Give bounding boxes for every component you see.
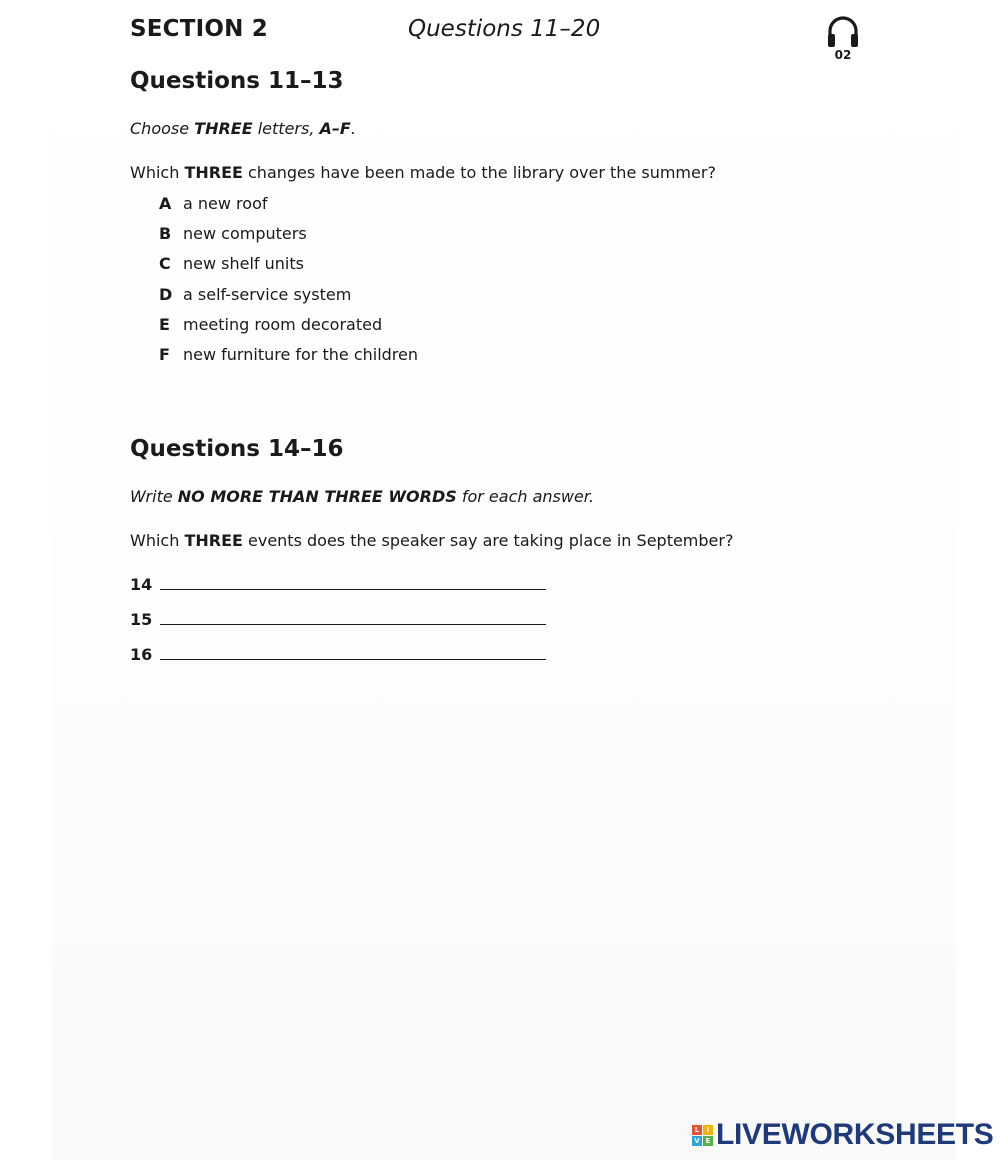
option-text: a new roof (183, 194, 268, 213)
part1-heading: Questions 11–13 (130, 68, 344, 94)
option-text: meeting room decorated (183, 315, 383, 334)
option-text: new furniture for the children (183, 345, 419, 364)
answer-number: 14 (130, 575, 153, 594)
option-letter: A (159, 194, 172, 213)
option-f[interactable] (159, 345, 418, 367)
part1-question: Which THREE changes have been made to the library over the summer? (130, 163, 716, 182)
answer-row-15 (130, 610, 546, 632)
brand-mark-l: L (692, 1125, 702, 1135)
option-text: new computers (183, 224, 307, 243)
brand-mark-i: I (703, 1125, 713, 1135)
section-label: SECTION 2 (130, 16, 269, 42)
brand-mark-v: V (692, 1136, 702, 1146)
answer-row-14 (130, 575, 546, 597)
option-letter: E (159, 315, 170, 334)
option-letter: C (159, 254, 171, 273)
answer-number: 16 (130, 645, 153, 664)
answer-blank[interactable] (160, 610, 546, 625)
option-text: new shelf units (183, 254, 304, 273)
option-letter: D (159, 285, 173, 304)
part1-instruction: Choose THREE letters, A–F. (130, 119, 356, 138)
brand-mark-e: E (703, 1136, 713, 1146)
answer-blank[interactable] (160, 645, 546, 660)
part2-heading: Questions 14–16 (130, 436, 344, 462)
option-e[interactable] (159, 315, 382, 337)
option-a[interactable] (159, 194, 267, 216)
section-question-range: Questions 11–20 (408, 16, 601, 42)
option-b[interactable] (159, 224, 307, 246)
option-c[interactable] (159, 254, 304, 276)
part2-question: Which THREE events does the speaker say are taking place in September? (130, 531, 734, 550)
liveworksheets-logo[interactable] (692, 1118, 994, 1154)
brand-mark-icon (692, 1125, 713, 1146)
part2-instruction: Write NO MORE THAN THREE WORDS for each answer. (130, 487, 594, 506)
answer-blank[interactable] (160, 575, 546, 590)
brand-name: LIVEWORKSHEETS (716, 1118, 994, 1151)
option-letter: B (159, 224, 172, 243)
option-text: a self-service system (183, 285, 352, 304)
headphones-icon (825, 14, 861, 50)
track-number: 02 (834, 48, 852, 62)
audio-track-badge[interactable] (824, 14, 862, 68)
option-d[interactable] (159, 285, 351, 307)
answer-row-16 (130, 645, 546, 667)
answer-number: 15 (130, 610, 153, 629)
option-letter: F (159, 345, 170, 364)
